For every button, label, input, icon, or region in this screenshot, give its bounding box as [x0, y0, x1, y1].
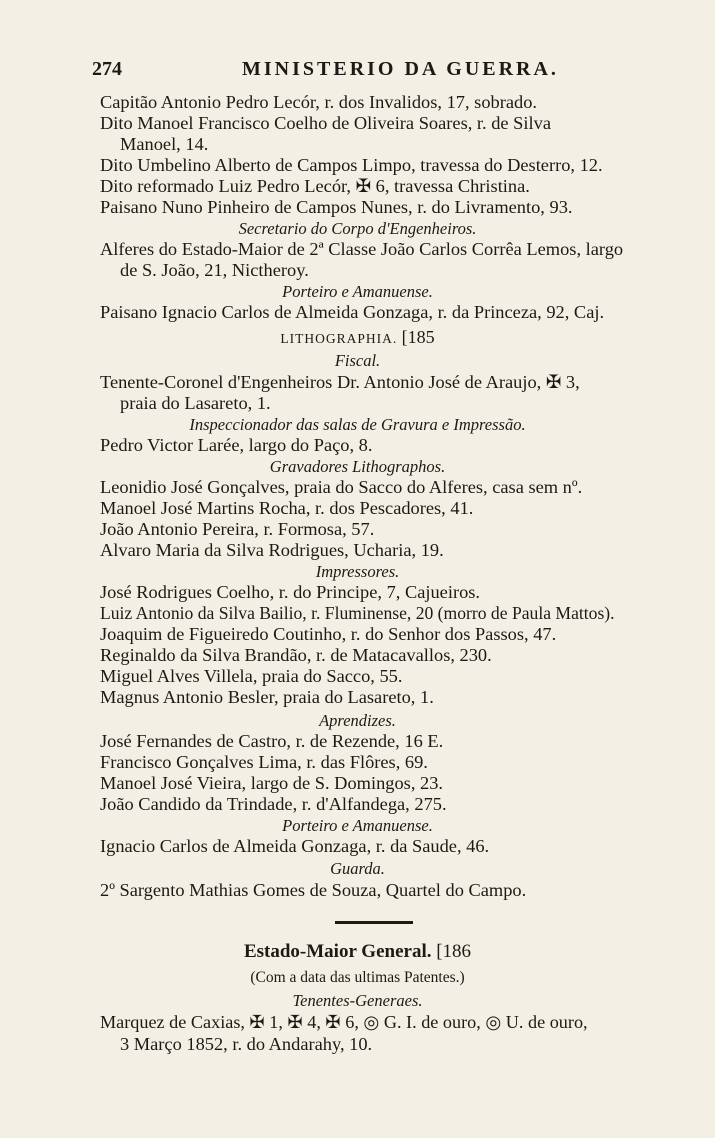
entry-line-continued: Manoel, 14. — [120, 134, 209, 154]
section-heading: Aprendizes. — [319, 711, 396, 730]
section-heading: Gravadores Lithographos. — [269, 457, 446, 476]
entry-line: Marquez de Caxias, ✠ 1, ✠ 4, ✠ 6, ◎ G. I. de ouro, ◎ U. de ouro, — [100, 1012, 588, 1032]
section-title — [0, 940, 715, 964]
section-heading: Inspeccionador das salas de Gravura e Impressão. — [189, 415, 526, 434]
entry-line: José Rodrigues Coelho, r. do Principe, 7, Cajueiros. — [100, 582, 481, 602]
section-divider — [335, 921, 413, 924]
entry-line: Ignacio Carlos de Almeida Gonzaga, r. da Saude, 46. — [100, 836, 490, 856]
entry-line: Pedro Victor Larée, largo do Paço, 8. — [100, 435, 373, 455]
entry-line: Alferes do Estado-Maior de 2ª Classe João Carlos Corrêa Lemos, largo — [100, 239, 624, 259]
entry-line: Francisco Gonçalves Lima, r. das Flôres, 69. — [100, 752, 428, 772]
entry-line: Paisano Nuno Pinheiro de Campos Nunes, r. do Livramento, 93. — [100, 197, 573, 217]
section-heading: Tenentes-Generaes. — [292, 991, 423, 1010]
entry-line: Reginaldo da Silva Brandão, r. de Matacavallos, 230. — [100, 645, 492, 665]
section-number: [185 — [401, 327, 435, 347]
entry-line: Alvaro Maria da Silva Rodrigues, Ucharia, 19. — [100, 540, 444, 560]
entry-line-continued: 3 Março 1852, r. do Andarahy, 10. — [120, 1034, 373, 1054]
entry-line: 2º Sargento Mathias Gomes de Souza, Quartel do Campo. — [100, 880, 527, 900]
section-heading: Porteiro e Amanuense. — [282, 282, 433, 301]
section-heading: Secretario do Corpo d'Engenheiros. — [238, 219, 477, 238]
section-heading: Impressores. — [315, 562, 400, 581]
running-header — [92, 58, 692, 86]
entry-line: Magnus Antonio Besler, praia do Lasareto, 1. — [100, 687, 434, 707]
entry-line: Capitão Antonio Pedro Lecór, r. dos Invalidos, 17, sobrado. — [100, 92, 538, 112]
section-number: [186 — [436, 941, 472, 962]
entry-line: José Fernandes de Castro, r. de Rezende, 16 E. — [100, 731, 444, 751]
section-caps-title: LITHOGRAPHIA. — [280, 331, 398, 346]
entry-line: Tenente-Coronel d'Engenheiros Dr. Antonio José de Araujo, ✠ 3, — [100, 372, 580, 392]
section-note: (Com a data das ultimas Patentes.) — [250, 969, 465, 986]
entry-line: Manoel José Vieira, largo de S. Domingos, 23. — [100, 773, 444, 793]
entry-line: Manoel José Martins Rocha, r. dos Pescadores, 41. — [100, 498, 474, 518]
section-title-text: Estado-Maior General. — [243, 941, 432, 962]
entry-line: Miguel Alves Villela, praia do Sacco, 55. — [100, 666, 403, 686]
page-number: 274 — [92, 58, 122, 80]
entry-line: Leonidio José Gonçalves, praia do Sacco do Alferes, casa sem nº. — [100, 477, 583, 497]
section-heading: Fiscal. — [334, 351, 381, 370]
entry-line-continued: praia do Lasareto, 1. — [120, 393, 271, 413]
entry-line: Joaquim de Figueiredo Coutinho, r. do Senhor dos Passos, 47. — [100, 624, 557, 644]
section-heading: Porteiro e Amanuense. — [282, 816, 433, 835]
entry-line-continued: de S. João, 21, Nictheroy. — [120, 260, 309, 280]
entry-line: Dito Manoel Francisco Coelho de Oliveira Soares, r. de Silva — [100, 113, 551, 133]
entry-line: João Antonio Pereira, r. Formosa, 57. — [100, 519, 375, 539]
running-head-title: MINISTERIO DA GUERRA. — [242, 58, 559, 80]
entry-line: Luiz Antonio da Silva Bailio, r. Fluminense, 20 (morro de Paula Mattos). — [100, 603, 615, 623]
entry-line: Dito Umbelino Alberto de Campos Limpo, travessa do Desterro, 12. — [100, 155, 603, 175]
entry-line: Dito reformado Luiz Pedro Lecór, ✠ 6, travessa Christina. — [100, 176, 530, 196]
entry-line: Paisano Ignacio Carlos de Almeida Gonzaga, r. da Princeza, 92, Caj. — [100, 302, 605, 322]
section-caps-heading — [0, 327, 715, 349]
section-heading: Guarda. — [330, 859, 385, 878]
entry-line: João Candido da Trindade, r. d'Alfandega, 275. — [100, 794, 447, 814]
